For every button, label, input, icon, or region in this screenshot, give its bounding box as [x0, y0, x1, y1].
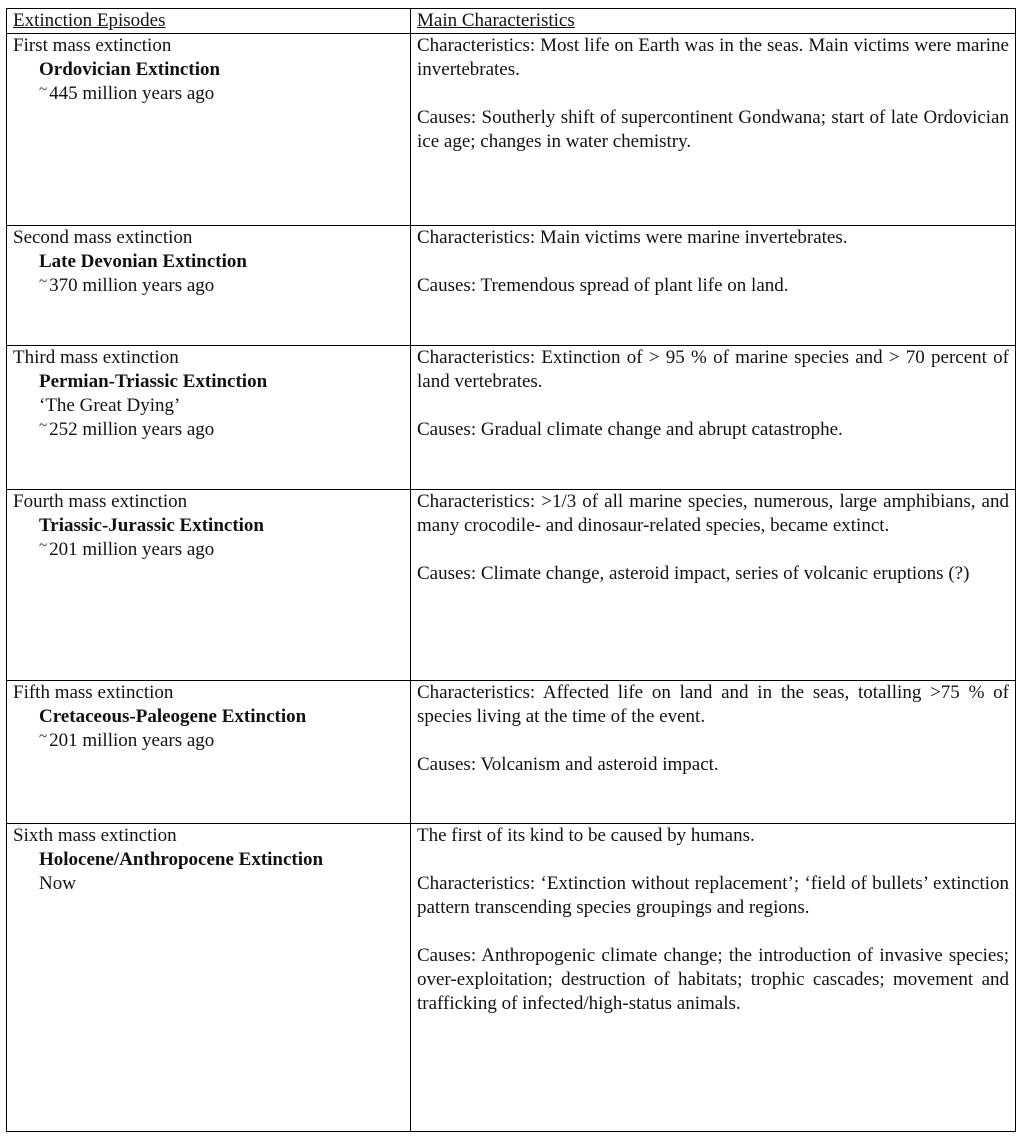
characteristics-cell [411, 824, 1016, 1132]
episode-name: Holocene/Anthropocene Extinction [39, 849, 324, 870]
episode-time-text: 445 million years ago [49, 83, 215, 104]
approx-sign: ~ [39, 418, 48, 434]
characteristics-text: Characteristics: Extinction of > 95 % of marine species and > 70 percent of land vertebrates. [417, 347, 1009, 392]
header-row [7, 9, 1016, 34]
episode-cell [7, 490, 411, 681]
episode-cell [7, 346, 411, 490]
characteristics-text: Characteristics: ‘Extinction without replacement’; ‘field of bullets’ extinction pattern transcending species groupings and regions. [417, 873, 1009, 918]
episode-cell [7, 824, 411, 1132]
episode-cell [7, 226, 411, 346]
extinction-table [6, 8, 1016, 1132]
episode-time [13, 538, 404, 563]
causes-text: Causes: Anthropogenic climate change; the introduction of invasive species; over-exploitation; destruction of habitats; trophic cascades; movement and trafficking of infected/high-status animals. [417, 945, 1009, 1014]
characteristics-cell [411, 226, 1016, 346]
characteristics-text: Characteristics: >1/3 of all marine species, numerous, large amphibians, and many crocodile- and dinosaur-related species, became extinct. [417, 491, 1009, 536]
episode-name: Ordovician Extinction [39, 59, 221, 80]
episode-ordinal: Sixth mass extinction [13, 825, 177, 846]
episode-ordinal: Fourth mass extinction [13, 491, 188, 512]
characteristics-text: Characteristics: Most life on Earth was in the seas. Main victims were marine invertebrates. [417, 35, 1009, 80]
characteristics-cell [411, 346, 1016, 490]
episode-time-text: 252 million years ago [49, 419, 215, 440]
episode-time [13, 274, 404, 299]
causes-text: Causes: Tremendous spread of plant life on land. [417, 275, 789, 296]
intro-text: The first of its kind to be caused by humans. [417, 825, 755, 846]
approx-sign: ~ [39, 538, 48, 554]
causes-text: Causes: Climate change, asteroid impact, series of volcanic eruptions (?) [417, 563, 970, 584]
episode-time [13, 418, 404, 443]
episode-cell [7, 34, 411, 226]
episode-name: Permian-Triassic Extinction [39, 371, 268, 392]
episode-ordinal: Third mass extinction [13, 347, 179, 368]
episode-ordinal: First mass extinction [13, 35, 172, 56]
approx-sign: ~ [39, 729, 48, 745]
characteristics-cell [411, 34, 1016, 226]
table-row [7, 346, 1016, 490]
causes-text: Causes: Gradual climate change and abrupt catastrophe. [417, 419, 843, 440]
table-row [7, 34, 1016, 226]
episode-time-text: 201 million years ago [49, 539, 215, 560]
episode-name: Cretaceous-Paleogene Extinction [39, 706, 307, 727]
episode-time [13, 729, 404, 754]
table-row [7, 681, 1016, 824]
episode-nickname: ‘The Great Dying’ [39, 395, 181, 416]
table-row [7, 226, 1016, 346]
episode-time [13, 82, 404, 107]
header-extinction-episodes: Extinction Episodes [7, 9, 411, 34]
table-row [7, 824, 1016, 1132]
characteristics-text: Characteristics: Main victims were marine invertebrates. [417, 227, 848, 248]
episode-ordinal: Second mass extinction [13, 227, 193, 248]
approx-sign: ~ [39, 82, 48, 98]
episode-cell [7, 681, 411, 824]
episode-time-text: 201 million years ago [49, 730, 215, 751]
characteristics-text: Characteristics: Affected life on land and in the seas, totalling >75 % of species living at the time of the event. [417, 682, 1009, 727]
characteristics-cell [411, 490, 1016, 681]
episode-name: Late Devonian Extinction [39, 251, 247, 272]
causes-text: Causes: Southerly shift of supercontinent Gondwana; start of late Ordovician ice age; changes in water chemistry. [417, 107, 1009, 152]
episode-ordinal: Fifth mass extinction [13, 682, 174, 703]
characteristics-cell [411, 681, 1016, 824]
episode-time-text: Now [39, 873, 76, 894]
table-row [7, 490, 1016, 681]
header-main-characteristics: Main Characteristics [411, 9, 1016, 34]
approx-sign: ~ [39, 274, 48, 290]
episode-time-text: 370 million years ago [49, 275, 215, 296]
episode-name: Triassic-Jurassic Extinction [39, 515, 265, 536]
causes-text: Causes: Volcanism and asteroid impact. [417, 754, 719, 775]
